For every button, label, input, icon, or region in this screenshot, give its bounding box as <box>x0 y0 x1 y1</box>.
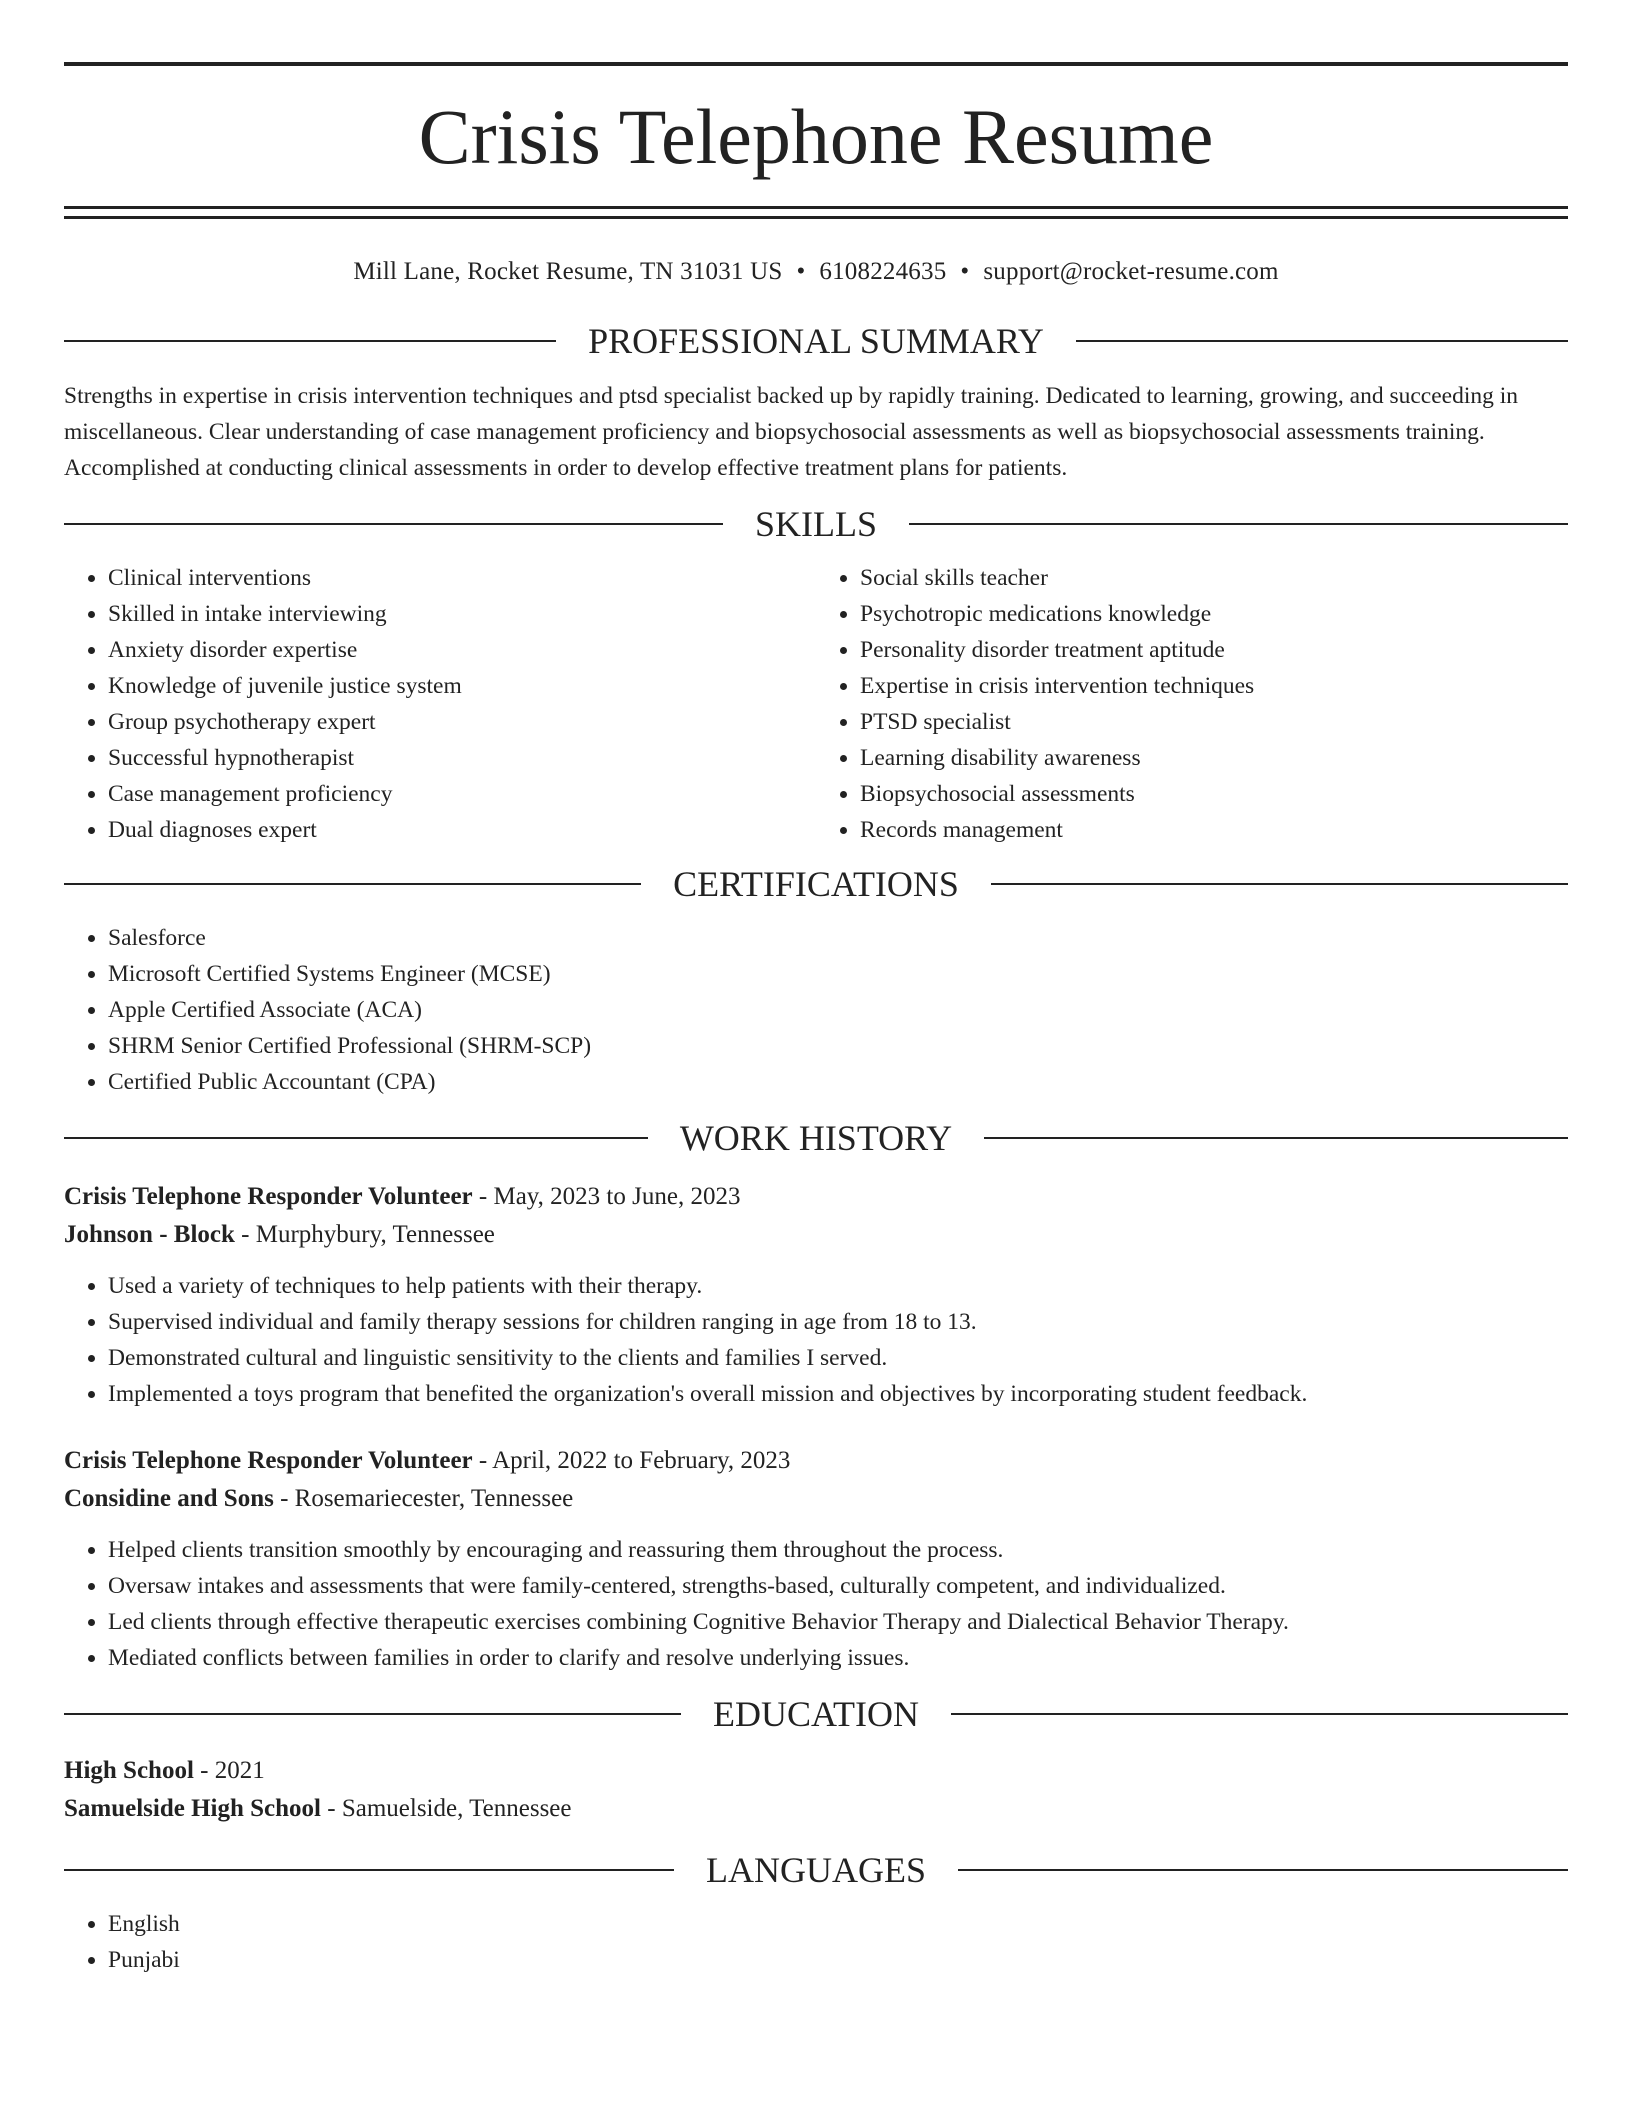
job-bullets <box>64 1268 1568 1412</box>
job-dates: - April, 2022 to February, 2023 <box>472 1447 791 1474</box>
heading-rule-right <box>958 1869 1568 1871</box>
skill-item: • Case management proficiency <box>108 776 816 812</box>
certifications-list <box>64 920 1568 1100</box>
heading-rule-left <box>64 1137 648 1139</box>
job-title-line <box>64 1178 1568 1216</box>
heading-rule-right <box>984 1137 1568 1139</box>
contact-line <box>64 253 1568 291</box>
contact-separator: • <box>796 258 806 285</box>
skill-item: • Biopsychosocial assessments <box>860 776 1568 812</box>
contact-separator: • <box>960 258 970 285</box>
skill-item: • Clinical interventions <box>108 560 816 596</box>
heading-rule-right <box>951 1713 1568 1715</box>
skill-item: • Group psychotherapy expert <box>108 704 816 740</box>
job-dates: - May, 2023 to June, 2023 <box>472 1183 741 1210</box>
contact-address: Mill Lane, Rocket Resume, TN 31031 US <box>353 258 783 285</box>
job-bullets <box>64 1532 1568 1676</box>
job-bullet: • Helped clients transition smoothly by encouraging and reassuring them throughout the process. <box>108 1532 1568 1568</box>
certification-item: • Salesforce <box>108 920 1568 956</box>
education-year: - 2021 <box>193 1757 265 1784</box>
skills-list <box>64 560 1568 848</box>
education-school: Samuelside High School <box>64 1795 321 1822</box>
certification-item: • Apple Certified Associate (ACA) <box>108 992 1568 1028</box>
title-top-rule <box>64 62 1568 66</box>
skill-item: • Learning disability awareness <box>860 740 1568 776</box>
skill-item: • Social skills teacher <box>860 560 1568 596</box>
skill-item: • Successful hypnotherapist <box>108 740 816 776</box>
title-block <box>64 0 1568 219</box>
skill-item: • PTSD specialist <box>860 704 1568 740</box>
section-heading-education <box>64 1686 1568 1742</box>
heading-rule-right <box>909 523 1568 525</box>
summary-text: Strengths in expertise in crisis intervention techniques and ptsd specialist backed up by rapidly training. Dedicated to learning, growing, and succeeding in miscellaneous. Clear understanding of case management proficiency and biopsychosocial assessments as well as biopsychosocial assessments training. Accomplished at conducting clinical assessments in order to develop effective treatment plans for patients. <box>64 383 1519 481</box>
skill-item: • Expertise in crisis intervention techniques <box>860 668 1568 704</box>
job-company: Johnson - Block <box>64 1221 235 1248</box>
heading-rule-right <box>1076 340 1568 342</box>
section-heading-label: LANGUAGES <box>706 1850 926 1890</box>
heading-rule-left <box>64 1713 681 1715</box>
contact-email: support@rocket-resume.com <box>983 258 1279 285</box>
education-degree: High School <box>64 1757 194 1784</box>
resume-title: Crisis Telephone Resume <box>418 93 1214 180</box>
heading-rule-left <box>64 523 723 525</box>
section-heading-label: WORK HISTORY <box>679 1118 953 1158</box>
skill-item: • Records management <box>860 812 1568 848</box>
job-title: Crisis Telephone Responder Volunteer <box>64 1447 473 1474</box>
section-heading-label: EDUCATION <box>713 1694 919 1734</box>
certification-item: • Certified Public Accountant (CPA) <box>108 1064 1568 1100</box>
education-degree-line <box>64 1752 1568 1790</box>
contact-phone: 6108224635 <box>819 258 947 285</box>
section-heading-languages <box>64 1842 1568 1898</box>
heading-rule-left <box>64 340 556 342</box>
resume-page <box>64 0 1568 1978</box>
section-heading-label: PROFESSIONAL SUMMARY <box>588 321 1044 361</box>
job-location: - Murphybury, Tennessee <box>234 1221 495 1248</box>
job-location: - Rosemariecester, Tennessee <box>273 1485 574 1512</box>
job-company-line <box>64 1216 1568 1254</box>
job-bullet: • Mediated conflicts between families in order to clarify and resolve underlying issues. <box>108 1640 1568 1676</box>
skill-item: • Knowledge of juvenile justice system <box>108 668 816 704</box>
section-heading-summary <box>64 313 1568 369</box>
job-bullet: • Led clients through effective therapeutic exercises combining Cognitive Behavior Therapy and Dialectical Behavior Therapy. <box>108 1604 1568 1640</box>
job-company-line <box>64 1480 1568 1518</box>
skill-item: • Anxiety disorder expertise <box>108 632 816 668</box>
education-entry <box>64 1752 1568 1828</box>
heading-rule-right <box>991 883 1568 885</box>
job-bullet: • Implemented a toys program that benefited the organization's overall mission and objectives by incorporating student feedback. <box>108 1376 1568 1412</box>
job-title: Crisis Telephone Responder Volunteer <box>64 1183 473 1210</box>
job-bullet: • Demonstrated cultural and linguistic sensitivity to the clients and families I served. <box>108 1340 1568 1376</box>
section-heading-work-history <box>64 1110 1568 1166</box>
heading-rule-left <box>64 883 641 885</box>
skill-item: • Psychotropic medications knowledge <box>860 596 1568 632</box>
job-company: Considine and Sons <box>64 1485 274 1512</box>
job-entry <box>64 1178 1568 1412</box>
certification-item: • Microsoft Certified Systems Engineer (MCSE) <box>108 956 1568 992</box>
certification-item: • SHRM Senior Certified Professional (SHRM-SCP) <box>108 1028 1568 1064</box>
skill-item: • Dual diagnoses expert <box>108 812 816 848</box>
skills-column-left <box>64 560 816 848</box>
languages-list <box>64 1906 1568 1978</box>
job-entry <box>64 1442 1568 1676</box>
skills-column-right <box>816 560 1568 848</box>
skill-item: • Personality disorder treatment aptitude <box>860 632 1568 668</box>
language-item: • English <box>108 1906 1568 1942</box>
section-heading-skills <box>64 496 1568 552</box>
job-bullet: • Oversaw intakes and assessments that were family-centered, strengths-based, culturally competent, and individualized. <box>108 1568 1568 1604</box>
job-bullet: • Used a variety of techniques to help patients with their therapy. <box>108 1268 1568 1304</box>
language-item: • Punjabi <box>108 1942 1568 1978</box>
title-double-rule <box>64 206 1568 219</box>
education-school-line <box>64 1790 1568 1828</box>
education-location: - Samuelside, Tennessee <box>321 1795 572 1822</box>
section-heading-label: SKILLS <box>755 504 878 544</box>
job-title-line <box>64 1442 1568 1480</box>
section-heading-label: CERTIFICATIONS <box>673 864 959 904</box>
section-heading-certifications <box>64 856 1568 912</box>
job-bullet: • Supervised individual and family therapy sessions for children ranging in age from 18 to 13. <box>108 1304 1568 1340</box>
heading-rule-left <box>64 1869 674 1871</box>
skill-item: • Skilled in intake interviewing <box>108 596 816 632</box>
